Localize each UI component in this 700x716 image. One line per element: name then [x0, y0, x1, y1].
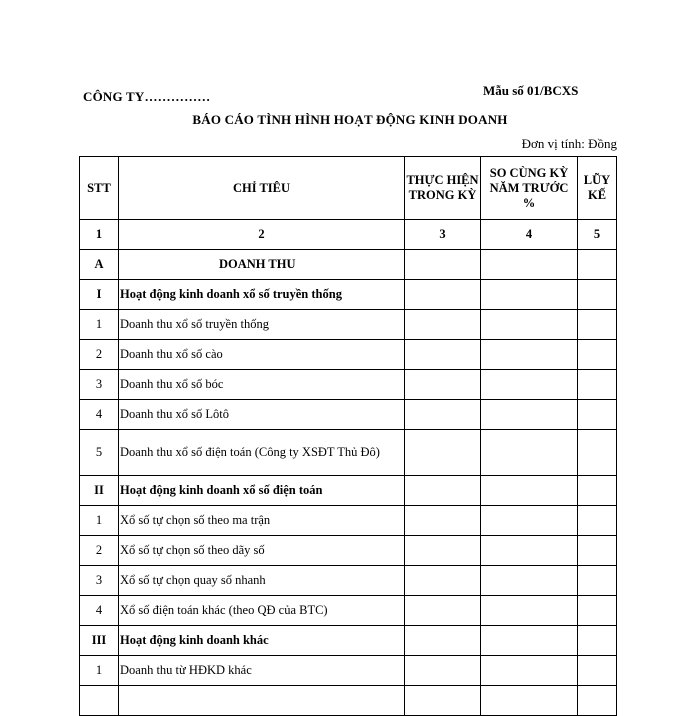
- cell-actual[interactable]: [405, 596, 481, 626]
- cell-actual[interactable]: [405, 506, 481, 536]
- table-row: [80, 596, 617, 626]
- cell-cumulative[interactable]: [578, 430, 617, 476]
- cell-cumulative[interactable]: [578, 566, 617, 596]
- cell-cumulative[interactable]: [578, 250, 617, 280]
- cell-cumulative[interactable]: [578, 476, 617, 506]
- cell-same-period[interactable]: [481, 400, 578, 430]
- header-row: [80, 157, 617, 220]
- report-table: [79, 156, 617, 716]
- table-row: [80, 280, 617, 310]
- col-header-same-period: SO CÙNG KỲ NĂM TRƯỚC %: [481, 157, 578, 220]
- table-row: [80, 656, 617, 686]
- cell-same-period[interactable]: [481, 506, 578, 536]
- company-name: CÔNG TY……………: [83, 89, 211, 104]
- row-indicator: Doanh thu từ HĐKD khác: [119, 656, 405, 686]
- cell-same-period[interactable]: [481, 686, 578, 716]
- cell-actual[interactable]: [405, 430, 481, 476]
- cell-same-period[interactable]: [481, 656, 578, 686]
- row-stt: 3: [80, 370, 119, 400]
- row-indicator: Xổ số tự chọn số theo dãy số: [119, 536, 405, 566]
- table-row: [80, 430, 617, 476]
- row-indicator: Hoạt động kinh doanh xổ số truyền thống: [119, 280, 405, 310]
- cell-same-period[interactable]: [481, 536, 578, 566]
- row-stt: 1: [80, 310, 119, 340]
- cell-cumulative[interactable]: [578, 596, 617, 626]
- col-header-indicator: CHỈ TIÊU: [119, 157, 405, 220]
- table-row: [80, 506, 617, 536]
- cell-cumulative[interactable]: [578, 310, 617, 340]
- row-stt: 5: [80, 430, 119, 476]
- col-header-actual: THỰC HIỆN TRONG KỲ: [405, 157, 481, 220]
- table-row: [80, 686, 617, 716]
- row-stt: 3: [80, 566, 119, 596]
- table-row: [80, 626, 617, 656]
- cell-actual[interactable]: [405, 656, 481, 686]
- cell-same-period[interactable]: [481, 310, 578, 340]
- row-indicator: Xổ số tự chọn số theo ma trận: [119, 506, 405, 536]
- row-indicator: Doanh thu xổ số điện toán (Công ty XSĐT Thủ Đô): [119, 430, 405, 476]
- col-header-cumulative: LŨY KẾ: [578, 157, 617, 220]
- col-number: 4: [481, 220, 578, 250]
- table-row: [80, 310, 617, 340]
- cell-same-period[interactable]: [481, 476, 578, 506]
- row-stt: 1: [80, 656, 119, 686]
- currency-unit: Đơn vị tính: Đồng: [521, 136, 617, 151]
- cell-cumulative[interactable]: [578, 370, 617, 400]
- row-stt: [80, 686, 119, 716]
- row-indicator: DOANH THU: [119, 250, 405, 280]
- cell-actual[interactable]: [405, 280, 481, 310]
- row-indicator: Hoạt động kinh doanh khác: [119, 626, 405, 656]
- cell-actual[interactable]: [405, 566, 481, 596]
- cell-cumulative[interactable]: [578, 506, 617, 536]
- cell-same-period[interactable]: [481, 566, 578, 596]
- cell-actual[interactable]: [405, 340, 481, 370]
- cell-same-period[interactable]: [481, 626, 578, 656]
- row-indicator: [119, 686, 405, 716]
- row-stt: 1: [80, 506, 119, 536]
- row-indicator: Doanh thu xổ số cào: [119, 340, 405, 370]
- column-number-row: [80, 220, 617, 250]
- cell-cumulative[interactable]: [578, 656, 617, 686]
- table-row: [80, 250, 617, 280]
- cell-actual[interactable]: [405, 536, 481, 566]
- col-number: 2: [119, 220, 405, 250]
- row-stt: III: [80, 626, 119, 656]
- row-stt: A: [80, 250, 119, 280]
- cell-actual[interactable]: [405, 400, 481, 430]
- col-number: 1: [80, 220, 119, 250]
- row-indicator: Xổ số điện toán khác (theo QĐ của BTC): [119, 596, 405, 626]
- cell-cumulative[interactable]: [578, 536, 617, 566]
- cell-cumulative[interactable]: [578, 686, 617, 716]
- cell-actual[interactable]: [405, 370, 481, 400]
- form-number: Mẫu số 01/BCXS: [483, 83, 579, 98]
- cell-actual[interactable]: [405, 686, 481, 716]
- cell-same-period[interactable]: [481, 596, 578, 626]
- table-row: [80, 536, 617, 566]
- table-row: [80, 566, 617, 596]
- row-stt: I: [80, 280, 119, 310]
- row-indicator: Doanh thu xổ số bóc: [119, 370, 405, 400]
- row-stt: 2: [80, 340, 119, 370]
- cell-actual[interactable]: [405, 476, 481, 506]
- row-indicator: Doanh thu xổ số truyền thống: [119, 310, 405, 340]
- cell-cumulative[interactable]: [578, 340, 617, 370]
- table-row: [80, 340, 617, 370]
- cell-actual[interactable]: [405, 250, 481, 280]
- row-stt: II: [80, 476, 119, 506]
- table-row: [80, 476, 617, 506]
- row-stt: 2: [80, 536, 119, 566]
- cell-same-period[interactable]: [481, 430, 578, 476]
- row-stt: 4: [80, 400, 119, 430]
- report-title: BÁO CÁO TÌNH HÌNH HOẠT ĐỘNG KINH DOANH: [192, 112, 508, 127]
- cell-same-period[interactable]: [481, 250, 578, 280]
- cell-actual[interactable]: [405, 310, 481, 340]
- cell-actual[interactable]: [405, 626, 481, 656]
- table-row: [80, 370, 617, 400]
- cell-cumulative[interactable]: [578, 280, 617, 310]
- cell-same-period[interactable]: [481, 280, 578, 310]
- col-header-stt: STT: [80, 157, 119, 220]
- cell-cumulative[interactable]: [578, 400, 617, 430]
- col-number: 5: [578, 220, 617, 250]
- row-indicator: Hoạt động kinh doanh xổ số điện toán: [119, 476, 405, 506]
- table-row: [80, 400, 617, 430]
- row-stt: 4: [80, 596, 119, 626]
- row-indicator: Doanh thu xổ số Lôtô: [119, 400, 405, 430]
- cell-cumulative[interactable]: [578, 626, 617, 656]
- col-number: 3: [405, 220, 481, 250]
- cell-same-period[interactable]: [481, 340, 578, 370]
- row-indicator: Xổ số tự chọn quay số nhanh: [119, 566, 405, 596]
- cell-same-period[interactable]: [481, 370, 578, 400]
